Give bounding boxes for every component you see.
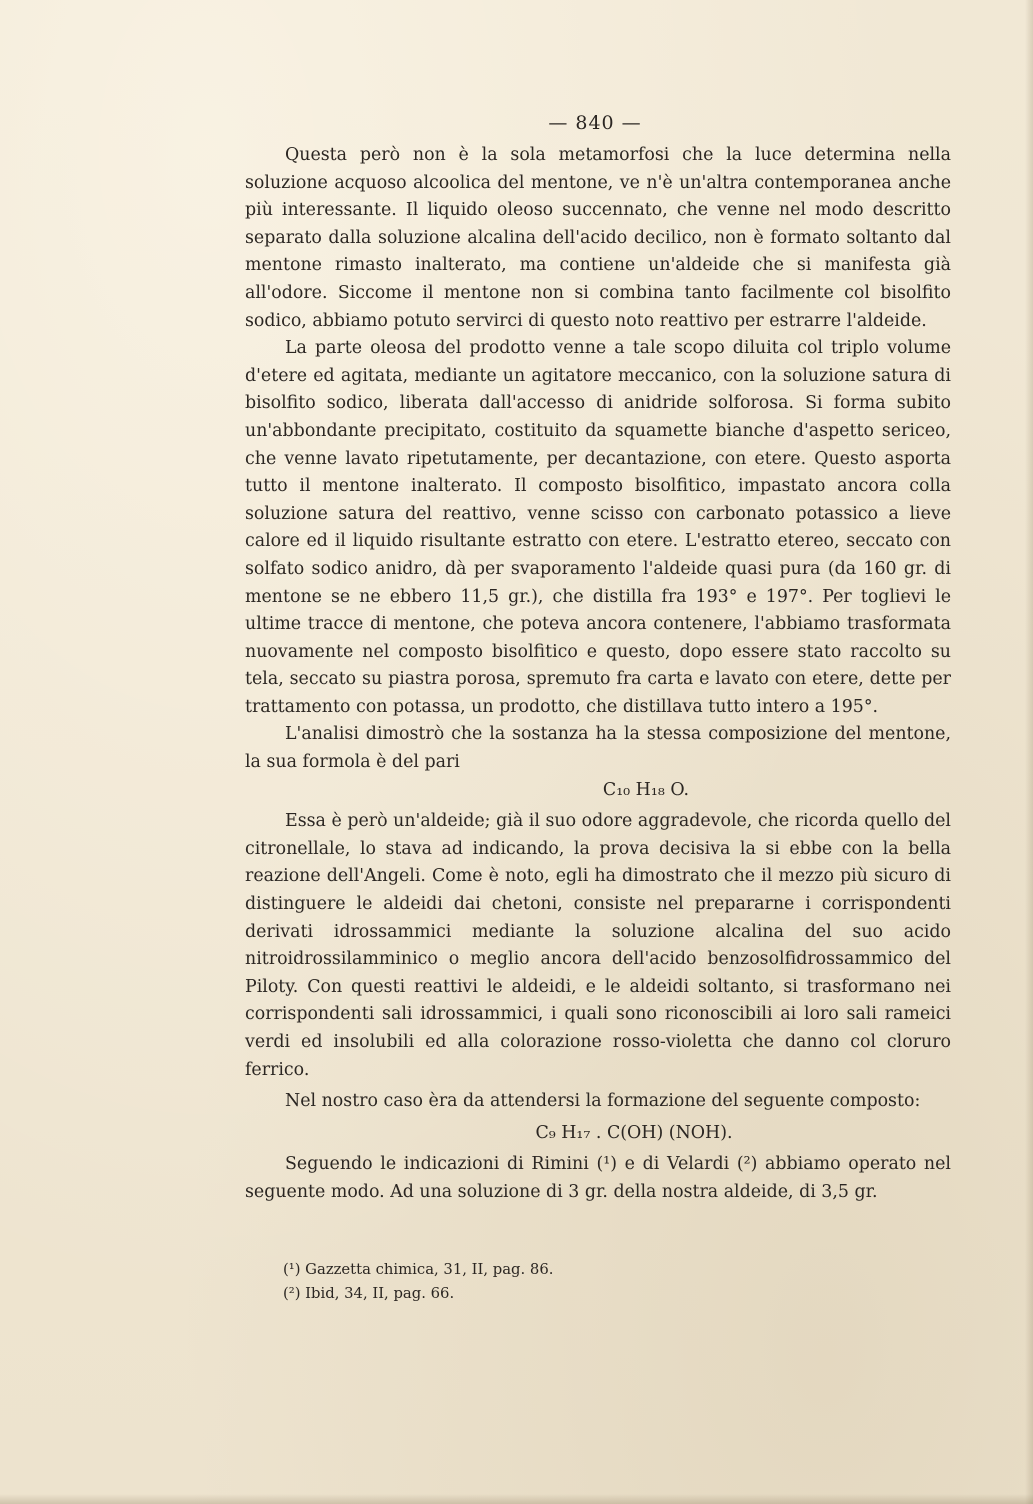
- page-edge-shadow: [1025, 0, 1033, 1504]
- body-text: [245, 142, 951, 1207]
- paragraph-3: L'analisi dimostrò che la sostanza ha la stessa composizione del mentone, la sua formola è del pari: [245, 724, 951, 773]
- formula-hydroxamic: C₉ H₁₇ . C(OH) (NOH).: [535, 1122, 733, 1143]
- paragraph-6: Seguendo le indicazioni di Rimini (¹) e di Velardi (²) abbiamo operato nel seguente modo. Ad una soluzione di 3 gr. della nostra aldeide, di 3,5 gr.: [245, 1154, 951, 1202]
- footnote-1: (¹) Gazzetta chimica, 31, II, pag. 86.: [283, 1261, 554, 1278]
- paragraph-5: Nel nostro caso èra da attendersi la formazione del seguente composto:: [285, 1091, 921, 1112]
- formula-c10h18o: C₁₀ H₁₈ O.: [602, 779, 690, 800]
- footnotes: [283, 1258, 943, 1306]
- paragraph-1: Questa però non è la sola metamorfosi che la luce determina nella soluzione acquoso alcoolica del mentone, ve n'è un'altra contemporanea anche più interessante. Il liquido oleoso succennato, che venne nel modo descritto separato dalla soluzione alcalina dell'acido decilico, non è formato soltanto dal mentone rimasto inalterato, ma contiene un'aldeide che si manifesta già all'odore. Siccome il mentone non si combina tanto facilmente col bisolfito sodico, abbiamo potuto servirci di questo noto reattivo per estrarre l'aldeide.: [245, 145, 951, 331]
- footnote-2: (²) Ibid, 34, II, pag. 66.: [283, 1285, 455, 1302]
- page-bottom-shadow: [0, 1494, 1033, 1504]
- page-number: — 840 —: [548, 112, 642, 134]
- paragraph-2: La parte oleosa del prodotto venne a tale scopo diluita col triplo volume d'etere ed agitata, mediante un agitatore meccanico, con la soluzione satura di bisolfito sodico, liberata dall'accesso di anidride solforosa. Si forma subito un'abbondante precipitato, costituito da squamette bianche d'aspetto sericeo, che venne lavato ripetutamente, per decantazione, con etere. Questo asporta tutto il mentone inalterato. Il composto bisolfitico, impastato ancora colla soluzione satura del reattivo, venne scisso con carbonato potassico a lieve calore ed il liquido risultante estratto con etere. L'estratto etereo, seccato con solfato sodico anidro, dà per svaporamento l'aldeide quasi pura (da 160 gr. di mentone se ne ebbero 11,5 gr.), che distilla fra 193° e 197°. Per toglievi le ultime tracce di mentone, che poteva ancora contenere, l'abbiamo trasformata nuovamente nel composto bisolfitico e questo, dopo essere stato raccolto su tela, seccato su piastra porosa, spremuto fra carta e lavato con etere, dette per trattamento con potassa, un prodotto, che distillava tutto intero a 195°.: [245, 338, 951, 717]
- paragraph-4: Essa è però un'aldeide; già il suo odore aggradevole, che ricorda quello del citronellale, lo stava ad indicando, la prova decisiva la si ebbe con la bella reazione dell'Angeli. Come è noto, egli ha dimostrato che il mezzo più sicuro di distinguere le aldeidi dai chetoni, consiste nel prepararne i corrispondenti derivati idrossammici mediante la soluzione alcalina del suo acido nitroidrossilamminico o meglio ancora dell'acido benzosolfidrossammico del Piloty. Con questi reattivi le aldeidi, e le aldeidi soltanto, si trasformano nei corrispondenti sali idrossammici, i quali sono riconoscibili ai loro sali rameici verdi ed insolubili ed alla colorazione rosso-violetta che danno col cloruro ferrico.: [245, 811, 951, 1080]
